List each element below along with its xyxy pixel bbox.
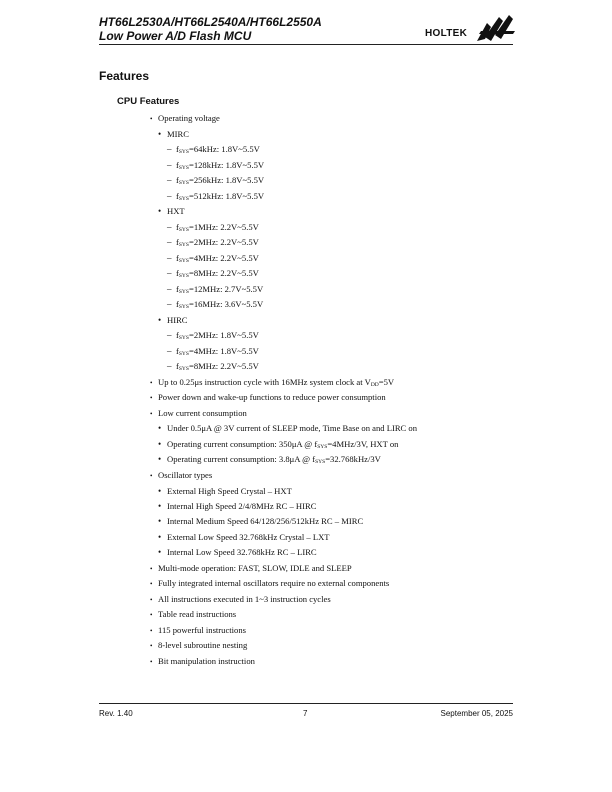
bullet-icon: • [158,315,162,325]
dash-icon: – [167,299,172,309]
bullet-icon: • [158,439,162,449]
bullet-icon: • [150,379,153,387]
dash-icon: – [167,144,172,154]
item-text: Operating voltage [158,113,220,123]
dash-icon: – [167,346,172,356]
list-item [150,563,352,575]
dash-icon: – [167,237,172,247]
dash-icon: – [167,361,172,371]
document-title [99,15,322,43]
list-item: – $f_{SYS}=16MHz$: 3.6V~5.5V [167,299,264,310]
bullet-icon: • [150,394,153,402]
bullet-icon: • [158,532,162,542]
list-item [158,315,188,326]
list-item: – $f_{SYS}=8MHz$: 2.2V~5.5V [167,268,259,279]
list-item [158,129,189,140]
dash-icon: – [167,284,172,294]
list-item: – $f_{SYS}=4MHz$: 1.8V~5.5V [167,346,259,357]
list-item [150,640,247,652]
item-text: All instructions executed in 1~3 instruction cycles [158,594,331,604]
bullet-icon: • [150,410,153,418]
list-item [150,392,386,404]
logo-mark-icon [425,13,517,43]
item-text: Low current consumption [158,408,247,418]
item-text: Fully integrated internal oscillators require no external components [158,578,390,588]
item-text: Internal High Speed 2/4/8MHz RC – HIRC [167,501,317,511]
bullet-icon: • [150,596,153,604]
list-item [150,656,255,668]
bullet-icon: • [158,129,162,139]
item-text: Multi-mode operation: FAST, SLOW, IDLE and SLEEP [158,563,352,573]
item-text: Under 0.5μA @ 3V current of SLEEP mode, Time Base on and LIRC on [167,423,418,433]
item-text: Internal Low Speed 32.768kHz RC – LIRC [167,547,317,557]
list-item: – $f_{SYS}=256kHz$: 1.8V~5.5V [167,175,265,186]
item-text: Power down and wake-up functions to reduce power consumption [158,392,386,402]
list-item [150,625,246,637]
item-text: 8-level subroutine nesting [158,640,248,650]
item-text: External Low Speed 32.768kHz Crystal – LXT [167,532,330,542]
list-item [150,113,220,125]
list-item: – $f_{SYS}=128kHz$: 1.8V~5.5V [167,160,265,171]
holtek-logo [425,13,517,43]
product-description: Low Power A/D Flash MCU [99,29,252,43]
logo-text: HOLTEK [425,28,468,39]
list-item [158,532,330,543]
item-text: Oscillator types [158,470,213,480]
bullet-icon: • [150,658,153,666]
item-text: 115 powerful instructions [158,625,246,635]
bullet-icon: • [158,516,162,526]
section-title: Features [99,69,150,83]
dash-icon: – [167,191,172,201]
list-item [150,594,331,606]
bullet-icon: • [158,423,162,433]
bullet-icon: • [158,454,162,464]
list-item [158,516,363,527]
bullet-icon: • [150,627,153,635]
item-text: HXT [167,206,185,216]
item-text: Bit manipulation instruction [158,656,255,666]
bullet-icon: • [150,565,153,573]
list-item [158,423,417,434]
list-item: – $f_{SYS}=1MHz$: 2.2V~5.5V [167,222,259,233]
dash-icon: – [167,160,172,170]
bullet-icon: • [150,611,153,619]
item-text: HIRC [167,315,188,325]
bullet-icon: • [150,580,153,588]
bullet-icon: • [150,642,153,650]
header-divider [99,44,513,45]
list-item: – $f_{SYS}=512kHz$: 1.8V~5.5V [167,191,265,202]
list-item: • Operating current consumption: 350μA @ $f_{SYS}=4MHz/3V$, HXT on [158,439,399,450]
list-item: – $f_{SYS}=2MHz$: 2.2V~5.5V [167,237,259,248]
subsection-title: CPU Features [117,96,180,107]
item-text: External High Speed Crystal – HXT [167,486,292,496]
list-item [150,578,389,590]
list-item: – $f_{SYS}=64kHz$: 1.8V~5.5V [167,144,260,155]
footer-divider [99,703,513,704]
item-text: Table read instructions [158,609,237,619]
list-item [150,408,247,420]
publish-date: September 05, 2025 [440,709,513,718]
dash-icon: – [167,175,172,185]
list-item: • Operating current consumption: 3.8μA @ $f_{SYS}=32.768kHz/3V$ [158,454,381,465]
list-item [150,609,236,621]
part-numbers: HT66L2530A/HT66L2540A/HT66L2550A [99,15,322,29]
list-item: – $f_{SYS}=8MHz$: 2.2V~5.5V [167,361,259,372]
item-text: MIRC [167,129,189,139]
bullet-icon: • [150,472,153,480]
list-item [150,470,212,482]
list-item: – $f_{SYS}=12MHz$: 2.7V~5.5V [167,284,264,295]
dash-icon: – [167,222,172,232]
dash-icon: – [167,330,172,340]
list-item [158,547,317,558]
dash-icon: – [167,253,172,263]
bullet-icon: • [158,501,162,511]
list-item: – $f_{SYS}=4MHz$: 2.2V~5.5V [167,253,259,264]
dash-icon: – [167,268,172,278]
list-item: • Up to 0.25μs instruction cycle with 16MHz system clock at $V_{DD}=5V$ [150,377,395,388]
bullet-icon: • [150,115,153,123]
list-item: – $f_{SYS}=2MHz$: 1.8V~5.5V [167,330,259,341]
list-item [158,501,316,512]
list-item [158,206,185,217]
list-item [158,486,292,497]
bullet-icon: • [158,206,162,216]
bullet-icon: • [158,486,162,496]
revision-number: Rev. 1.40 [99,709,133,718]
page-number: 7 [303,709,308,718]
item-text: Internal Medium Speed 64/128/256/512kHz RC – MIRC [167,516,364,526]
bullet-icon: • [158,547,162,557]
